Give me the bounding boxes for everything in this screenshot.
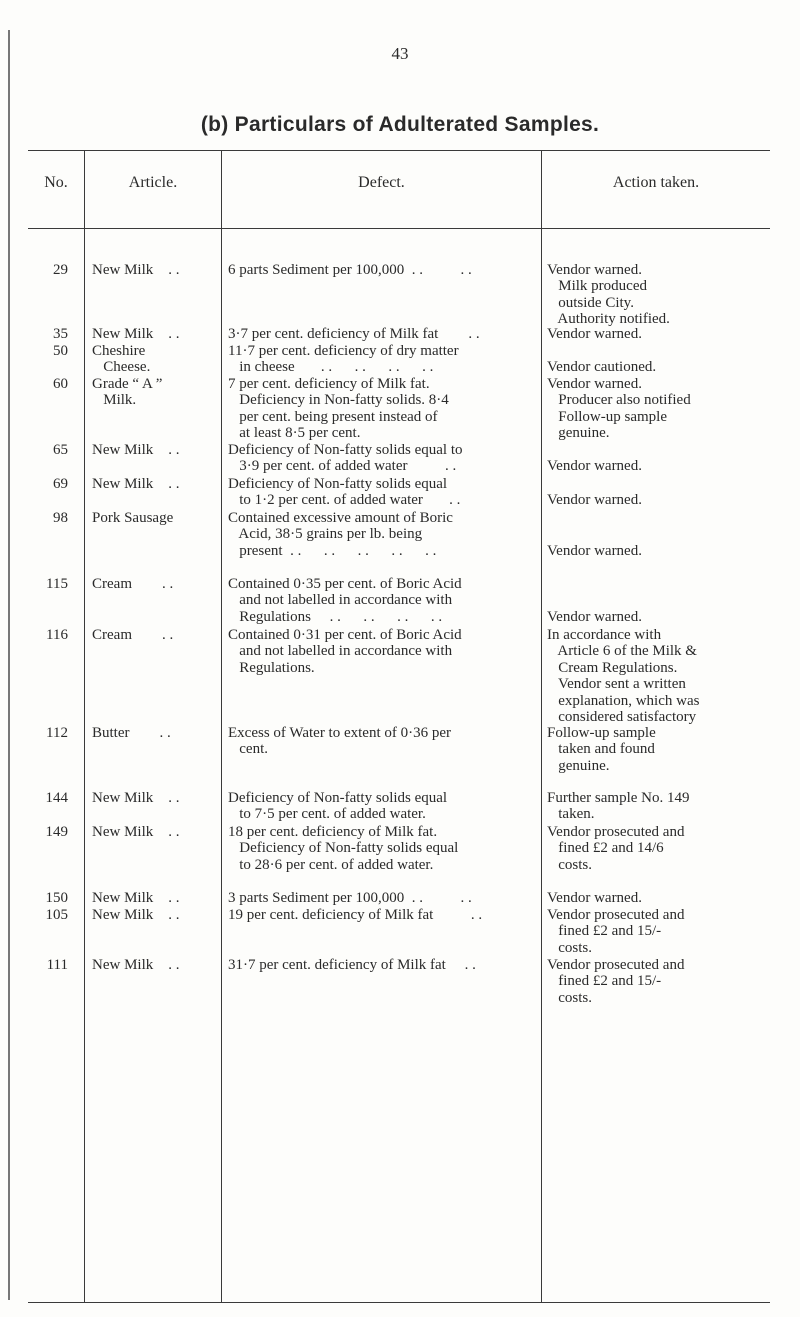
sample-number: 116 <box>46 627 68 643</box>
article: Butter . . <box>92 725 171 741</box>
action-taken: Vendor prosecuted and fined £2 and 15/- costs. <box>547 957 685 1006</box>
defect: Contained 0·31 per cent. of Boric Acid and not labelled in accordance with Regulations. <box>228 627 462 676</box>
sample-number: 98 <box>53 510 68 526</box>
action-taken: Vendor cautioned. <box>547 359 657 376</box>
action-taken: Vendor warned. <box>547 608 642 625</box>
article: Cheshire Cheese. <box>92 343 151 376</box>
action-taken: Vendor warned. <box>547 542 642 559</box>
defect: 3·7 per cent. deficiency of Milk fat . . <box>228 326 480 342</box>
article: New Milk . . <box>92 262 180 278</box>
article: Cream . . <box>92 576 174 592</box>
column-header-defect: Defect. <box>358 174 405 191</box>
sample-number: 149 <box>45 824 68 840</box>
article: New Milk . . <box>92 890 180 906</box>
article: Grade “ A ” Milk. <box>92 376 163 409</box>
page-title: (b) Particulars of Adulterated Samples. <box>200 113 600 136</box>
sample-number: 60 <box>53 376 68 392</box>
action-taken: Follow-up sample taken and found genuine. <box>547 725 656 774</box>
sample-number: 69 <box>53 476 68 492</box>
defect: 6 parts Sediment per 100,000 . . . . <box>228 262 472 278</box>
sample-number: 144 <box>45 790 68 806</box>
action-taken: Vendor warned. <box>547 890 642 906</box>
table-top-rule <box>28 150 770 151</box>
column-divider <box>84 150 85 1302</box>
defect: 31·7 per cent. deficiency of Milk fat . . <box>228 957 476 973</box>
defect: Deficiency of Non-fatty solids equal to 1·2 per cent. of added water . . <box>228 476 461 509</box>
action-taken: Vendor warned. <box>547 326 642 342</box>
column-divider <box>541 150 542 1302</box>
defect: 3 parts Sediment per 100,000 . . . . <box>228 890 472 906</box>
defect: 19 per cent. deficiency of Milk fat . . <box>228 907 483 923</box>
action-taken: In accordance with Article 6 of the Milk & Cream Regulations. Vendor sent a written explanation, which was considered satisfactory <box>547 627 700 726</box>
table-bottom-rule <box>28 1302 770 1303</box>
sample-number: 150 <box>45 890 68 906</box>
defect: Deficiency of Non-fatty solids equal to 3·9 per cent. of added water . . <box>228 442 463 475</box>
article: New Milk . . <box>92 442 180 458</box>
sample-number: 35 <box>53 326 68 342</box>
sample-number: 50 <box>53 343 68 359</box>
defect: Contained excessive amount of Boric Acid, 38·5 grains per lb. being present . . . . . . . . . . <box>228 510 453 559</box>
sample-number: 115 <box>46 576 68 592</box>
sample-number: 29 <box>53 262 68 278</box>
column-header-no: No. <box>44 174 68 191</box>
article: Pork Sausage <box>92 510 174 526</box>
sample-number: 112 <box>46 725 68 741</box>
article: New Milk . . <box>92 907 180 923</box>
article: New Milk . . <box>92 326 180 342</box>
article: New Milk . . <box>92 790 180 806</box>
sample-number: 105 <box>45 907 68 923</box>
article: New Milk . . <box>92 957 180 973</box>
article: New Milk . . <box>92 824 180 840</box>
action-taken: Vendor warned. Producer also notified Follow-up sample genuine. <box>547 376 691 442</box>
article: Cream . . <box>92 627 174 643</box>
header-bottom-rule <box>28 228 770 229</box>
defect: 11·7 per cent. deficiency of dry matter in cheese . . . . . . . . <box>228 343 459 376</box>
column-header-action: Action taken. <box>612 174 700 191</box>
sample-number: 111 <box>46 957 68 973</box>
binding-edge <box>8 30 10 1300</box>
sample-number: 65 <box>53 442 68 458</box>
action-taken: Vendor warned. Milk produced outside City. Authority notified. <box>547 262 670 328</box>
defect: Contained 0·35 per cent. of Boric Acid and not labelled in accordance with Regulations . . . . . . . . <box>228 576 462 625</box>
page-number: 43 <box>391 44 409 63</box>
column-header-article: Article. <box>128 174 178 191</box>
defect: Deficiency of Non-fatty solids equal to 7·5 per cent. of added water. <box>228 790 448 823</box>
action-taken: Vendor prosecuted and fined £2 and 14/6 costs. <box>547 824 685 873</box>
article: New Milk . . <box>92 476 180 492</box>
action-taken: Vendor warned. <box>547 458 642 475</box>
action-taken: Vendor prosecuted and fined £2 and 15/- costs. <box>547 907 685 956</box>
action-taken: Vendor warned. <box>547 492 642 509</box>
defect: 7 per cent. deficiency of Milk fat. Deficiency in Non-fatty solids. 8·4 per cent. being present instead of at least 8·5 per cent. <box>228 376 449 442</box>
defect: Excess of Water to extent of 0·36 per cent. <box>228 725 452 758</box>
defect: 18 per cent. deficiency of Milk fat. Deficiency of Non-fatty solids equal to 28·6 per cent. of added water. <box>228 824 459 873</box>
action-taken: Further sample No. 149 taken. <box>547 790 690 823</box>
